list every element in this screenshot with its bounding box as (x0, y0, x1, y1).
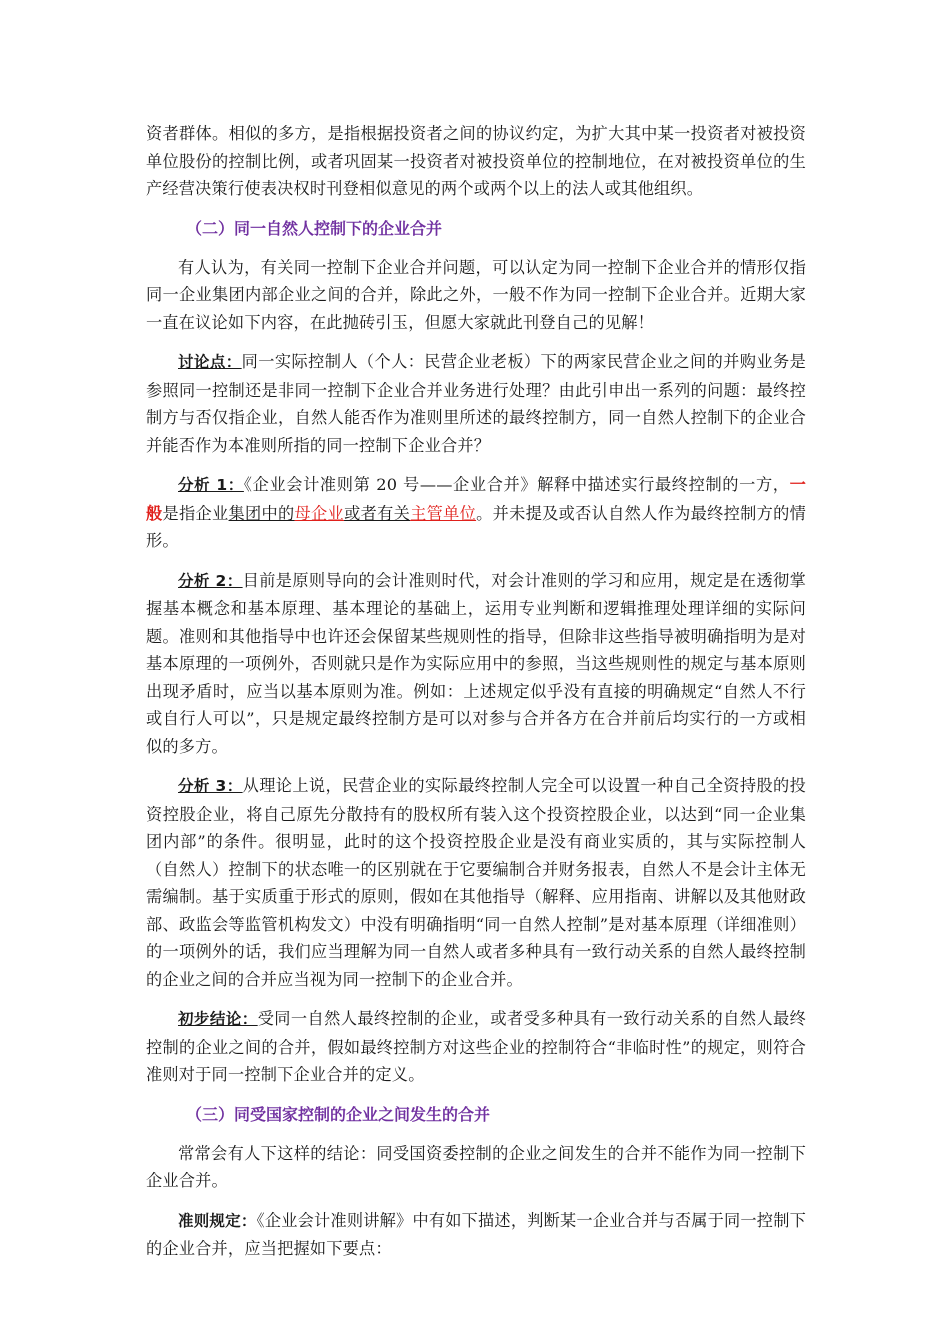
analysis-1-underline-2: 母企业 (294, 503, 345, 523)
analysis-2-text: 目前是原则导向的会计准则时代，对会计准则的学习和应用，规定是在透彻掌握基本概念和基本原理、基本理论的基础上，运用专业判断和逻辑推理处理详细的实际问题。准则和其他指导中也许还会保留某些规则性的指导，但除非这些指导被明确指明为是对基本原理的一项例外，否则就只是作为实际应用中的参照，当这些规则性的规定与基本原则出现矛盾时，应当以基本原则为准。例如：上述规定似乎没有直接的明确规定“自然人不行或自行人可以”，只是规定最终控制方是可以对参与合并各方在合并前后均实行的一方或相似的多方。 (146, 570, 806, 756)
analysis-1-text-b: 是指企业 (162, 503, 229, 523)
discussion-text: 同一实际控制人（个人：民营企业老板）下的两家民营企业之间的并购业务是参照同一控制还是非同一控制下企业合并业务进行处理？由此引申出一系列的问题：最终控制方与否仅指企业，自然人能否作为准则里所述的最终控制方，同一自然人控制下的企业合并能否作为本准则所指的同一控制下企业合并？ (146, 352, 806, 455)
document-page (146, 120, 806, 1263)
analysis-2-label: 分析 2： (178, 571, 243, 590)
paragraph-analysis-2 (146, 567, 806, 761)
paragraph-common-conclusion: 常常会有人下这样的结论：同受国资委控制的企业之间发生的合并不能作为同一控制下企业合并。 (146, 1143, 806, 1190)
analysis-1-underline-1: 集团中的 (228, 503, 295, 523)
paragraph-conclusion (146, 1005, 806, 1089)
analysis-1-underline-3: 或者有关 (344, 503, 411, 523)
section-heading-state-control: （三）同受国家控制的企业之间发生的合并 (186, 1104, 491, 1124)
analysis-3-label: 分析 3： (178, 777, 243, 795)
analysis-1-text-a: 《企业会计准则第 20 号——企业合并》解释中描述实行最终控制的一方， (243, 475, 790, 494)
analysis-1-label: 分析 1： (178, 476, 244, 494)
discussion-label: 讨论点： (178, 353, 242, 371)
analysis-3-text: 从理论上说，民营企业的实际最终控制人完全可以设置一种自己全资持股的投资控股企业，将自己原先分散持有的股权所有装入这个投资控股企业，以达到“同一企业集团内部”的条件。很明显，此时的这个投资控股企业是没有商业实质的，其与实际控制人（自然人）控制下的状态唯一的区别就在于它要编制合并财务报表，自然人不是会计主体无需编制。基于实质重于形式的原则，假如在其他指导（解释、应用指南、讲解以及其他财政部、政监会等监管机构发文）中没有明确指明“同一自然人控制”是对基本原理（详细准则）的一项例外的话，我们应当理解为同一自然人或者多种具有一致行动关系的自然人最终控制的企业之间的合并应当视为同一控制下的企业合并。 (146, 776, 806, 989)
paragraph-opinion: 有人认为，有关同一控制下企业合并问题，可以认定为同一控制下企业合并的情形仅指同一企业集团内部企业之间的合并，除此之外，一般不作为同一控制下企业合并。近期大家一直在议论如下内容，在此抛砖引玉，但愿大家就此刊登自己的见解！ (146, 257, 806, 332)
conclusion-label: 初步结论： (178, 1010, 258, 1028)
standard-rule-text: 《企业会计准则讲解》中有如下描述，判断某一企业合并与否属于同一控制下的企业合并，应当把握如下要点： (146, 1210, 806, 1258)
paragraph-discussion (146, 348, 806, 459)
conclusion-text: 受同一自然人最终控制的企业，或者受多种具有一致行动关系的自然人最终控制的企业之间的合并，假如最终控制方对这些企业的控制符合“非临时性”的规定，则符合准则对于同一控制下企业合并的定义。 (146, 1009, 806, 1084)
paragraph-investor-group: 资者群体。相似的多方，是指根据投资者之间的协议约定，为扩大其中某一投资者对被投资单位股份的控制比例，或者巩固某一投资者对被投资单位的控制地位，在对被投资单位的生产经营决策行使表决权时刊登相似意见的两个或两个以上的法人或其他组织。 (146, 124, 806, 198)
section-heading-natural-person: （二）同一自然人控制下的企业合并 (186, 218, 443, 238)
standard-rule-label: 准则规定： (178, 1211, 257, 1230)
paragraph-analysis-1 (146, 471, 806, 555)
paragraph-standard-rule (146, 1207, 806, 1263)
analysis-1-text-c: 。并未提及或否认自然人作为最终控制方的情形。 (146, 503, 807, 550)
analysis-1-emphasis: 一般 (146, 475, 806, 523)
analysis-1-underline-4: 主管单位 (410, 503, 477, 523)
paragraph-analysis-3 (146, 772, 806, 993)
